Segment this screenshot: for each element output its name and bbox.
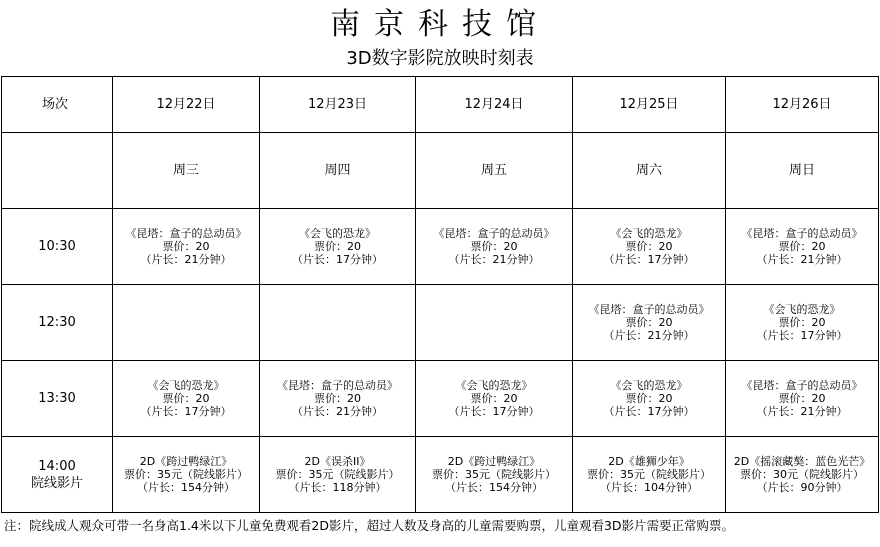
time-slot-cell [2,361,113,437]
time-slot-label: 院线影片 [30,475,83,491]
ticket-price: 票价：20 [162,240,210,253]
film-title: 《昆塔：盒子的总动员》 [125,227,247,240]
time-slot-cell [2,437,113,513]
ticket-price: 票价：35元（院线影片） [124,468,248,481]
film-title: 2D《跨过鸭绿江》 [139,455,233,468]
film-duration: （片长：21分钟） [292,405,383,418]
showing-cell [726,209,879,285]
schedule-row [2,209,879,285]
showing-cell [260,361,416,437]
film-duration: （片长：104分钟） [600,481,698,494]
date-header: 12月25日 [573,77,726,133]
header-row-dates [2,77,879,133]
film-title: 《会飞的恐龙》 [455,379,533,392]
showing-cell [726,361,879,437]
time-slot-label: 14:00 [38,458,76,474]
ticket-price: 票价：35元（院线影片） [587,468,711,481]
film-duration: （片长：17分钟） [603,405,695,418]
showing-cell [113,361,260,437]
footnote: 注：院线成人观众可带一名身高1.4米以下儿童免费观看2D影片，超过人数及身高的儿童需要购票，儿童观看3D影片需要正常购票。 [4,518,735,533]
film-duration: （片长：21分钟） [756,253,848,266]
slot-header: 场次 [2,77,113,133]
film-title: 《会飞的恐龙》 [763,303,841,316]
showing-cell [260,209,416,285]
ticket-price: 票价：20 [778,392,826,405]
schedule-table [1,76,879,513]
film-duration: （片长：21分钟） [448,253,540,266]
ticket-price: 票价：20 [470,240,518,253]
film-title: 《会飞的恐龙》 [610,227,688,240]
film-duration: （片长：21分钟） [140,253,232,266]
empty-cell [260,285,416,361]
film-duration: （片长：17分钟） [448,405,540,418]
film-duration: （片长：21分钟） [756,405,848,418]
film-title: 《昆塔：盒子的总动员》 [741,227,863,240]
schedule-row [2,437,879,513]
film-title: 《昆塔：盒子的总动员》 [588,303,710,316]
ticket-price: 票价：20 [778,240,826,253]
page-subtitle: 3D数字影院放映时刻表 [346,48,534,69]
showing-cell [113,437,260,513]
showing-cell [726,285,879,361]
date-header: 12月23日 [260,77,416,133]
showing-cell [726,437,879,513]
ticket-price: 票价：20 [470,392,518,405]
header-row-weekdays [2,133,879,209]
film-duration: （片长：154分钟） [137,481,235,494]
showing-cell [573,209,726,285]
time-slot-cell [2,209,113,285]
ticket-price: 票价：20 [314,240,361,253]
film-title: 2D《误杀II》 [304,455,371,468]
schedule-row [2,285,879,361]
showing-cell [113,209,260,285]
film-title: 《会飞的恐龙》 [147,379,225,392]
ticket-price: 票价：35元（院线影片） [432,468,556,481]
showing-cell [260,437,416,513]
film-title: 2D《雄狮少年》 [608,455,690,468]
ticket-price: 票价：35元（院线影片） [275,468,400,481]
ticket-price: 票价：20 [314,392,361,405]
showing-cell [416,209,573,285]
time-slot-label: 12:30 [38,315,76,330]
empty-cell [113,285,260,361]
film-title: 《昆塔：盒子的总动员》 [741,379,863,392]
ticket-price: 票价：30元（院线影片） [740,468,864,481]
schedule-row [2,361,879,437]
film-title: 2D《摇滚藏獒：蓝色光芒》 [733,455,871,468]
empty-cell [416,285,573,361]
weekday-header: 周六 [573,133,726,209]
date-header: 12月24日 [416,77,573,133]
ticket-price: 票价：20 [625,392,673,405]
date-header: 12月22日 [113,77,260,133]
film-duration: （片长：17分钟） [292,253,383,266]
showing-cell [573,285,726,361]
film-duration: （片长：118分钟） [288,481,387,494]
film-title: 《昆塔：盒子的总动员》 [433,227,555,240]
ticket-price: 票价：20 [625,240,673,253]
film-duration: （片长：17分钟） [756,329,848,342]
film-duration: （片长：21分钟） [603,329,695,342]
page-title: 南京科技馆 [330,7,550,42]
film-title: 《会飞的恐龙》 [610,379,688,392]
blank-cell [2,133,113,209]
weekday-header: 周五 [416,133,573,209]
weekday-header: 周三 [113,133,260,209]
ticket-price: 票价：20 [625,316,673,329]
film-title: 《会飞的恐龙》 [299,227,376,240]
showing-cell [573,437,726,513]
time-slot-label: 13:30 [38,391,76,406]
film-duration: （片长：154分钟） [445,481,543,494]
film-title: 2D《跨过鸭绿江》 [447,455,541,468]
showing-cell [416,361,573,437]
time-slot-cell [2,285,113,361]
weekday-header: 周日 [726,133,879,209]
film-duration: （片长：17分钟） [603,253,695,266]
weekday-header: 周四 [260,133,416,209]
showing-cell [416,437,573,513]
showing-cell [573,361,726,437]
ticket-price: 票价：20 [778,316,826,329]
film-title: 《昆塔：盒子的总动员》 [277,379,398,392]
ticket-price: 票价：20 [162,392,210,405]
film-duration: （片长：17分钟） [140,405,232,418]
date-header: 12月26日 [726,77,879,133]
film-duration: （片长：90分钟） [756,481,848,494]
time-slot-label: 10:30 [38,239,76,254]
